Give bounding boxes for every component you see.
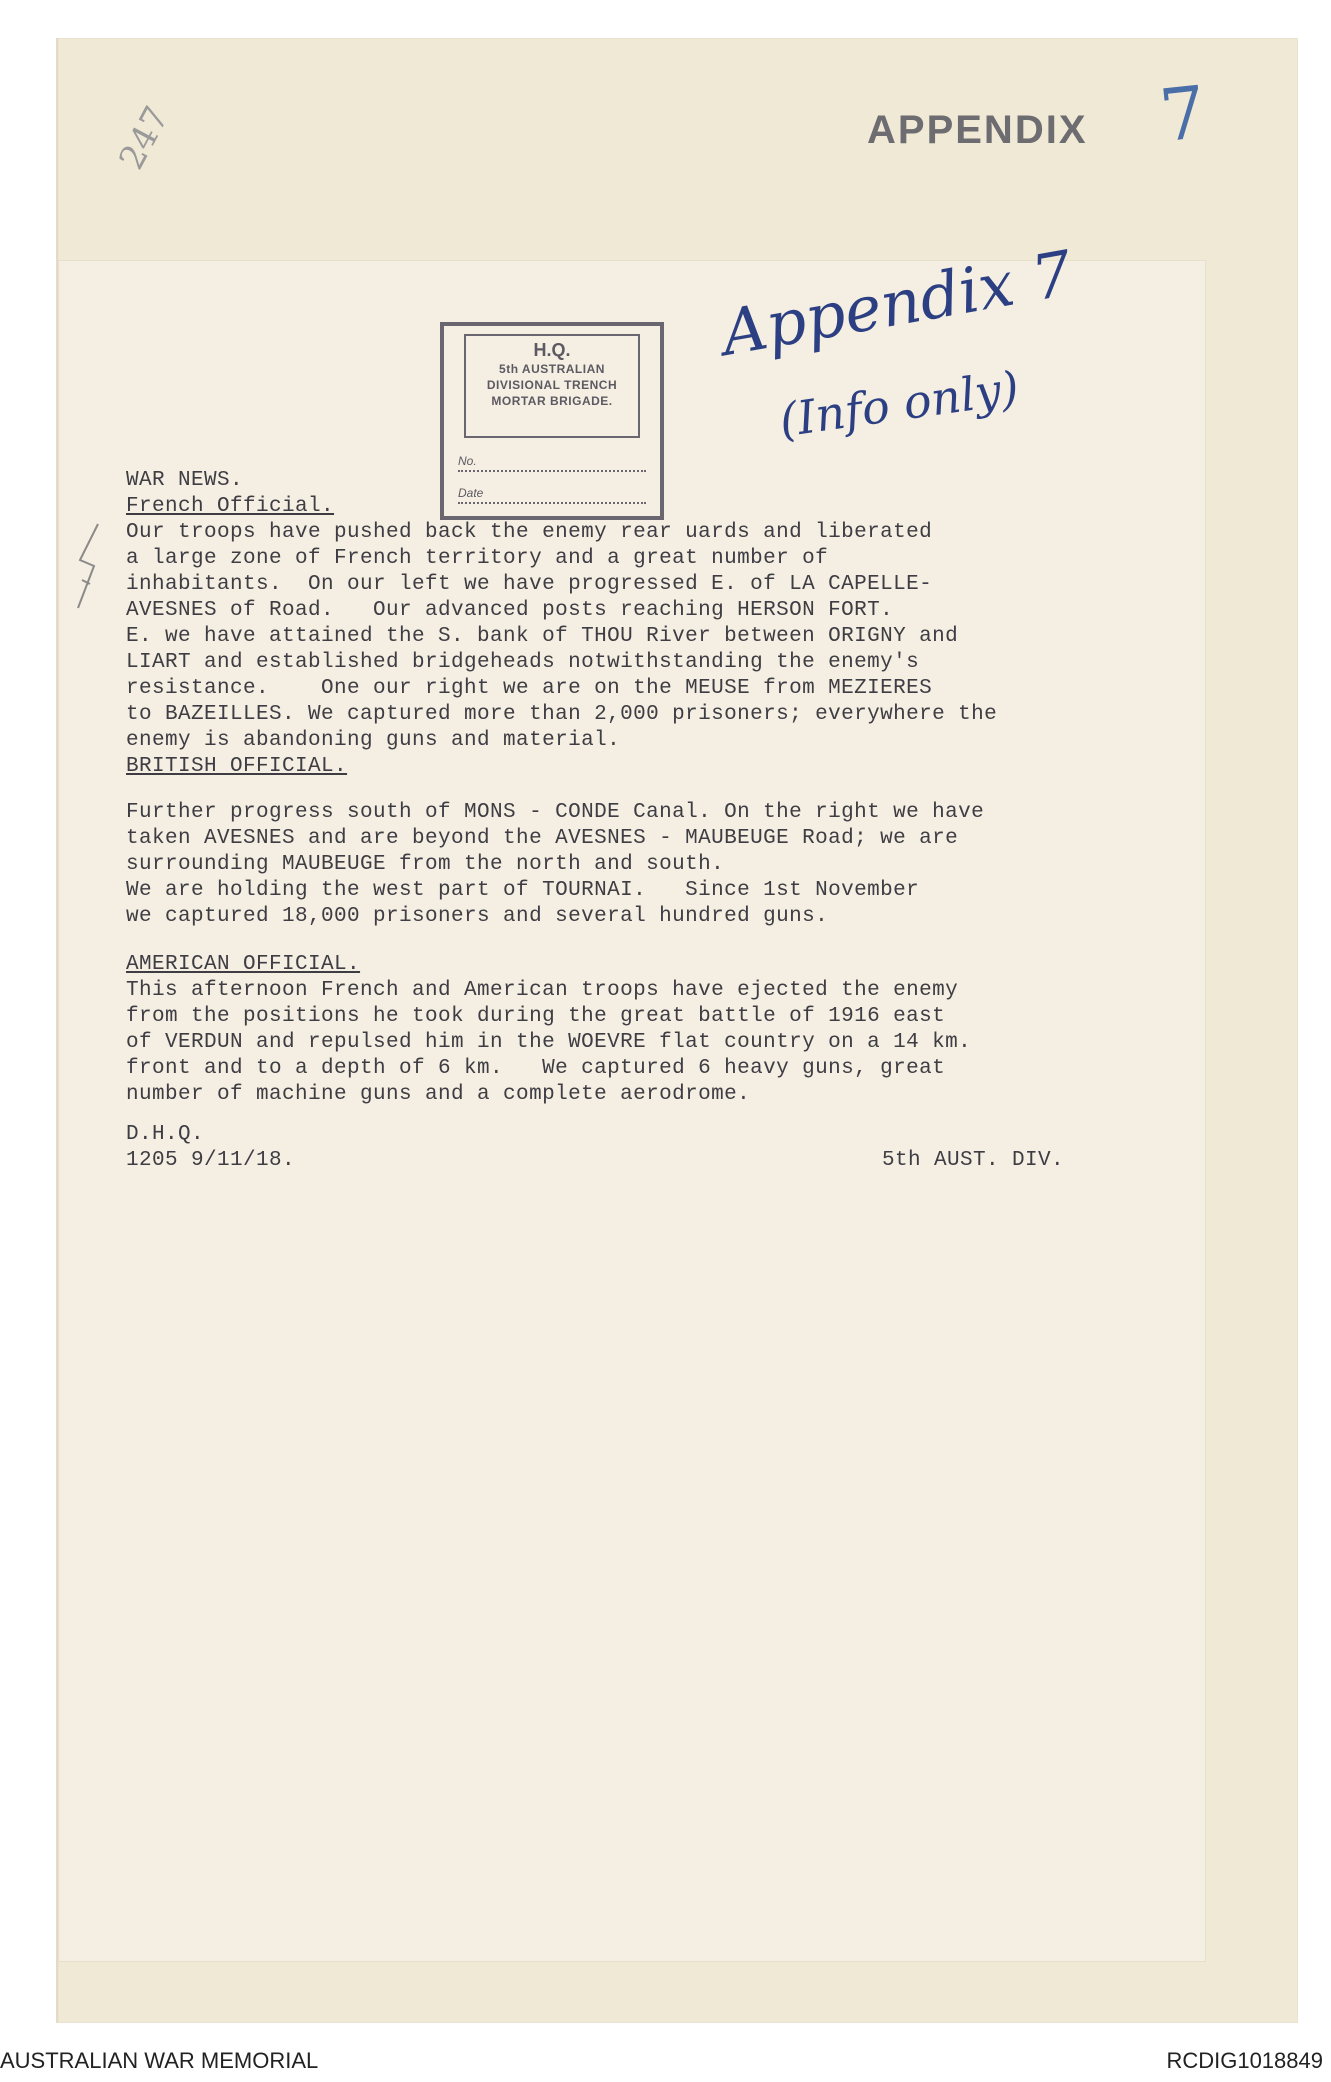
- appendix-number-handwritten: 7: [1155, 69, 1211, 159]
- handwritten-line-info: (Info only): [776, 360, 1023, 448]
- american-line: number of machine guns and a complete aerodrome.: [126, 1083, 751, 1106]
- french-line: LIART and established bridgeheads notwithstanding the enemy's: [126, 651, 920, 674]
- british-line: taken AVESNES and are beyond the AVESNES - MAUBEUGE Road; we are: [126, 827, 959, 850]
- document-title: WAR NEWS.: [126, 469, 244, 492]
- paragraph-gap: [126, 780, 1176, 800]
- british-line: surrounding MAUBEUGE from the north and south.: [126, 853, 725, 876]
- stamp-line-unit: 5th AUSTRALIAN: [499, 362, 605, 376]
- origin-block: [126, 1122, 295, 1174]
- american-line: of VERDUN and repulsed him in the WOEVRE flat country on a 14 km.: [126, 1031, 972, 1054]
- stamp-field-number: No.: [458, 454, 646, 472]
- french-line: inhabitants. On our left we have progressed E. of LA CAPELLE-: [126, 573, 933, 596]
- french-line: enemy is abandoning guns and material.: [126, 729, 621, 752]
- american-official-heading: AMERICAN OFFICIAL.: [126, 953, 361, 976]
- british-line: We are holding the west part of TOURNAI. Since 1st November: [126, 879, 920, 902]
- signature-block: [126, 1122, 1176, 1174]
- typed-message: [126, 468, 1176, 1174]
- stamp-field-date: Date: [458, 486, 646, 504]
- footer-record-id: RCDIG1018849: [1166, 2048, 1323, 2073]
- paragraph-gap: [126, 930, 1176, 952]
- american-line: from the positions he took during the great battle of 1916 east: [126, 1005, 946, 1028]
- division-signature: 5th AUST. DIV.: [882, 1149, 1065, 1172]
- french-line: Our troops have pushed back the enemy rear uards and liberated: [126, 521, 933, 544]
- origin-hq: D.H.Q.: [126, 1123, 205, 1146]
- american-line: front and to a depth of 6 km. We captured 6 heavy guns, great: [126, 1057, 946, 1080]
- folio-number: 247: [111, 99, 178, 177]
- british-line: we captured 18,000 prisoners and several hundred guns.: [126, 905, 829, 928]
- british-official-heading: BRITISH OFFICIAL.: [126, 755, 348, 778]
- french-line: AVESNES of Road. Our advanced posts reaching HERSON FORT.: [126, 599, 894, 622]
- appendix-stamp: APPENDIX: [867, 108, 1088, 152]
- french-line: to BAZEILLES. We captured more than 2,000 prisoners; everywhere the: [126, 703, 998, 726]
- origin-datetime: 1205 9/11/18.: [126, 1149, 296, 1172]
- british-line: Further progress south of MONS - CONDE Canal. On the right we have: [126, 801, 985, 824]
- handwritten-line-appendix: Appendix 7: [716, 236, 1078, 370]
- french-line: a large zone of French territory and a great number of: [126, 547, 829, 570]
- footer-archive-name: AUSTRALIAN WAR MEMORIAL: [0, 2048, 319, 2073]
- american-line: This afternoon French and American troops have ejected the enemy: [126, 979, 959, 1002]
- french-line: E. we have attained the S. bank of THOU River between ORIGNY and: [126, 625, 959, 648]
- pen-mark-icon: [68, 520, 108, 630]
- french-line: resistance. One our right we are on the MEUSE from MEZIERES: [126, 677, 933, 700]
- stamp-line-division: DIVISIONAL TRENCH: [486, 378, 618, 392]
- stamp-line-brigade: MORTAR BRIGADE.: [491, 394, 613, 408]
- stamp-line-hq: H.Q.: [533, 340, 571, 360]
- stamp-header-box: [464, 334, 640, 438]
- handwritten-annotation: [716, 236, 1116, 478]
- french-official-heading: French Official.: [126, 495, 335, 518]
